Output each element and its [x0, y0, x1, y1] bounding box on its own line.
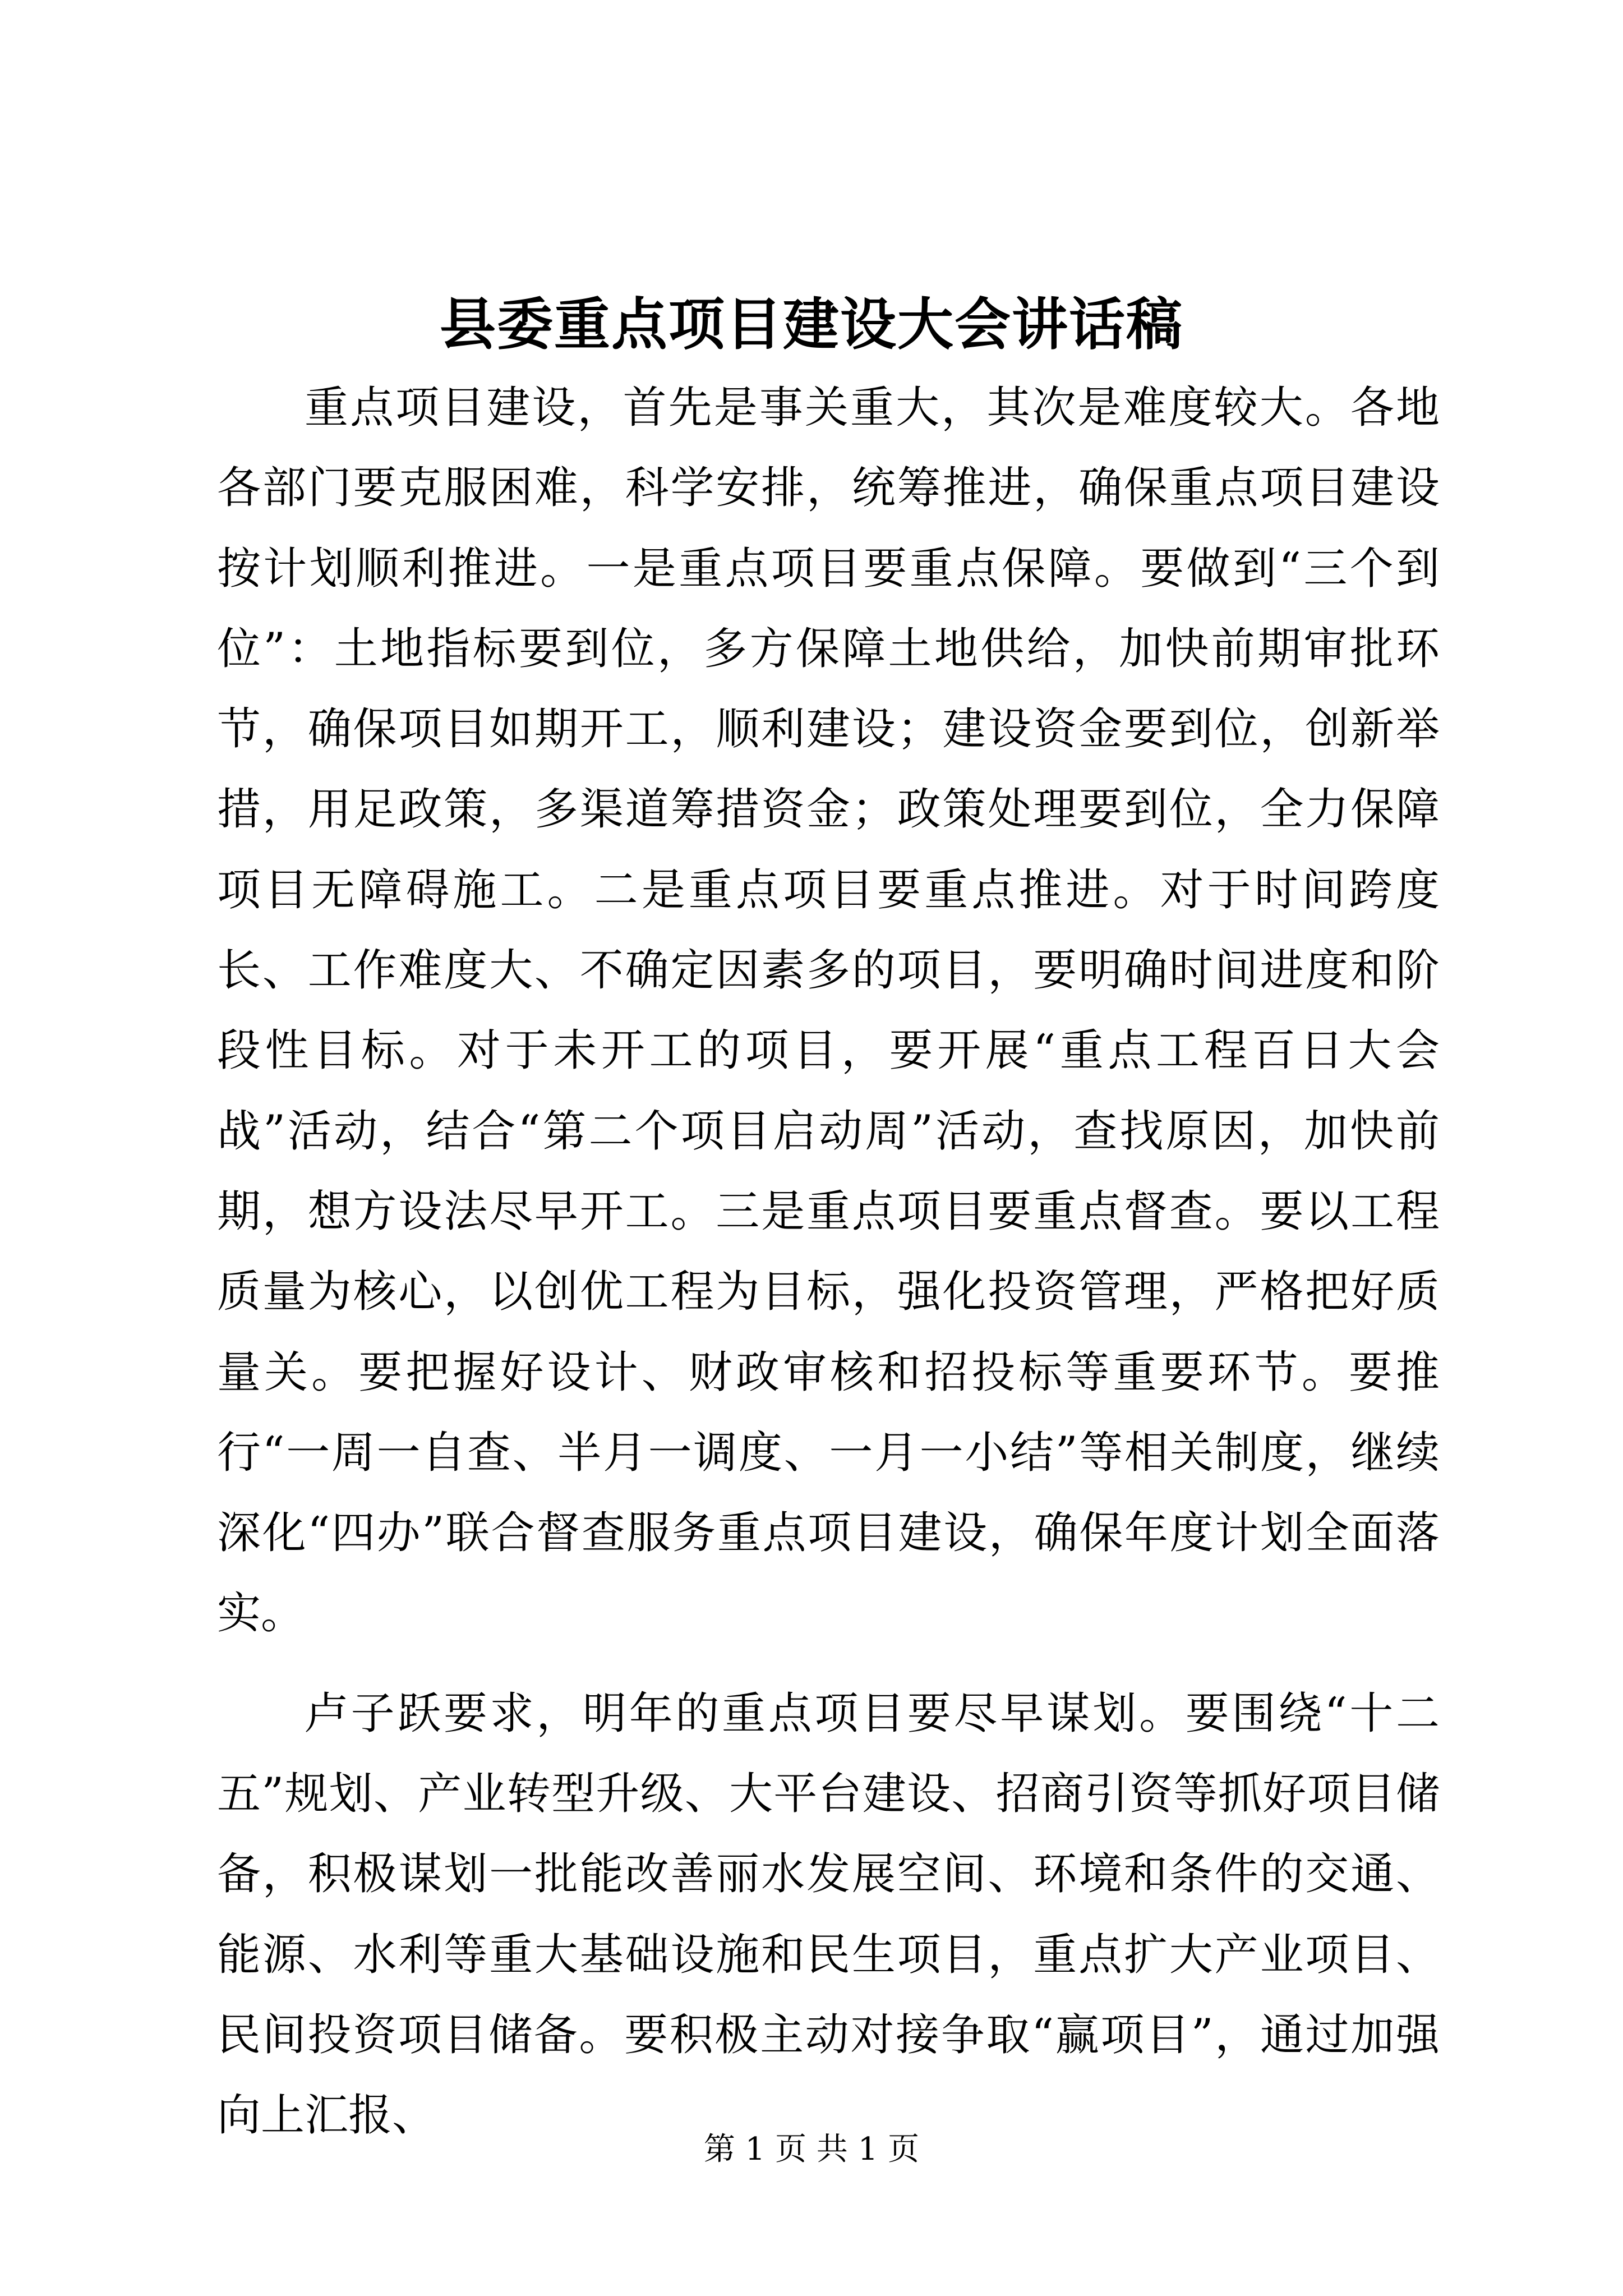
paragraph-2: 卢子跃要求，明年的重点项目要尽早谋划。要围绕“十二五”规划、产业转型升级、大平台建设、招商引资等抓好项目储备，积极谋划一批能改善丽水发展空间、环境和条件的交通、能源、水利等重大基础设施和民生项目，重点扩大产业项目、民间投资项目储备。要积极主动对接争取“赢项目”，通过加强向上汇报、 — [217, 1688, 1440, 2141]
paragraph-1: 重点项目建设，首先是事关重大，其次是难度较大。各地各部门要克服困难，科学安排，统筹推进，确保重点项目建设按计划顺利推进。一是重点项目要重点保障。要做到“三个到位”：土地指标要到位，多方保障土地供给，加快前期审批环节，确保项目如期开工，顺利建设；建设资金要到位，创新举措，用足政策，多渠道筹措资金；政策处理要到位，全力保障项目无障碍施工。二是重点项目要重点推进。对于时间跨度长、工作难度大、不确定因素多的项目，要明确时间进度和阶段性目标。对于未开工的项目，要开展“重点工程百日大会战”活动，结合“第二个项目启动周”活动，查找原因，加快前期，想方设法尽早开工。三是重点项目要重点督查。要以工程质量为核心，以创优工程为目标，强化投资管理，严格把好质量关。要把握好设计、财政审核和招投标等重要环节。要推行“一周一自查、半月一调度、一月一小结”等相关制度，继续深化“四办”联合督查服务重点项目建设，确保年度计划全面落实。 — [217, 383, 1440, 1639]
document-title: 县委重点项目建设大会讲话稿 — [440, 291, 1183, 357]
page-footer: 第 1 页 共 1 页 — [703, 2131, 920, 2168]
document-body — [217, 368, 1440, 2156]
